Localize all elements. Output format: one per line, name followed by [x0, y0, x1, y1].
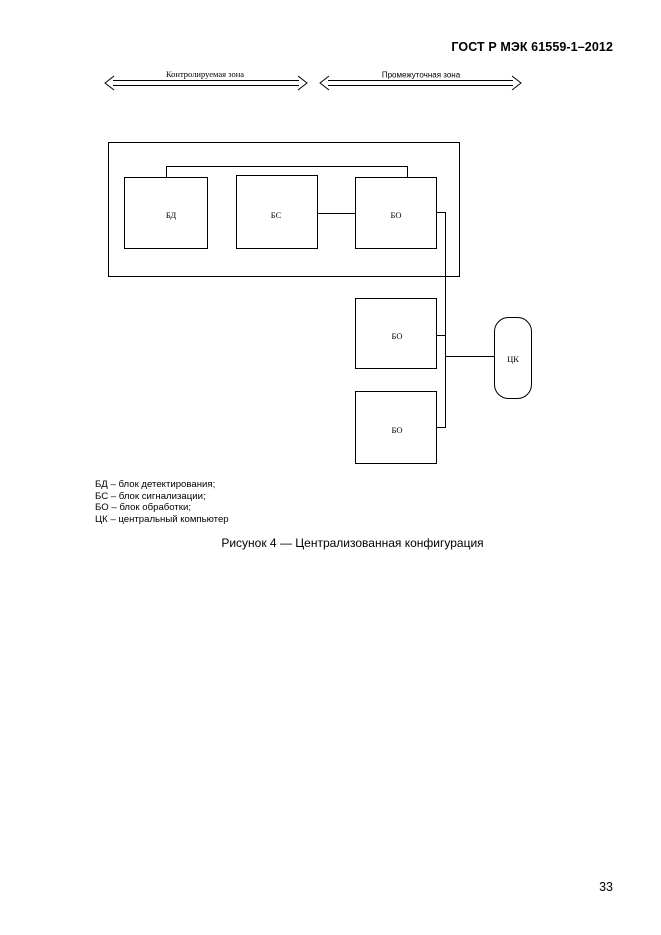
block-bo-top-label: БО: [390, 210, 402, 220]
legend-item: БС – блок сигнализации;: [95, 490, 206, 502]
legend-item: ЦК – центральный компьютер: [95, 513, 229, 525]
link-bo-trunk: [437, 213, 446, 428]
block-bd-label: БД: [165, 210, 177, 220]
block-bo-bottom-label: БО: [391, 425, 403, 435]
block-bs-label: БС: [270, 210, 282, 220]
standard-code-header: ГОСТ Р МЭК 61559-1–2012: [451, 40, 613, 54]
zone-controlled-label: Контролируемая зона: [165, 69, 245, 79]
controlled-zone-frame: [109, 143, 460, 277]
legend: [95, 479, 229, 525]
zone-intermediate-label: Промежуточная зона: [381, 70, 461, 80]
legend-item: БД – блок детектирования;: [95, 479, 216, 490]
legend-item: БО – блок обработки;: [95, 502, 192, 513]
figure-caption-text: Рисунок 4 — Централизованная конфигурация: [221, 536, 484, 550]
block-bo-mid-label: БО: [391, 331, 403, 341]
page-number: 33: [599, 880, 613, 894]
figure-caption: [0, 536, 661, 550]
block-ck-label: ЦК: [507, 354, 519, 364]
